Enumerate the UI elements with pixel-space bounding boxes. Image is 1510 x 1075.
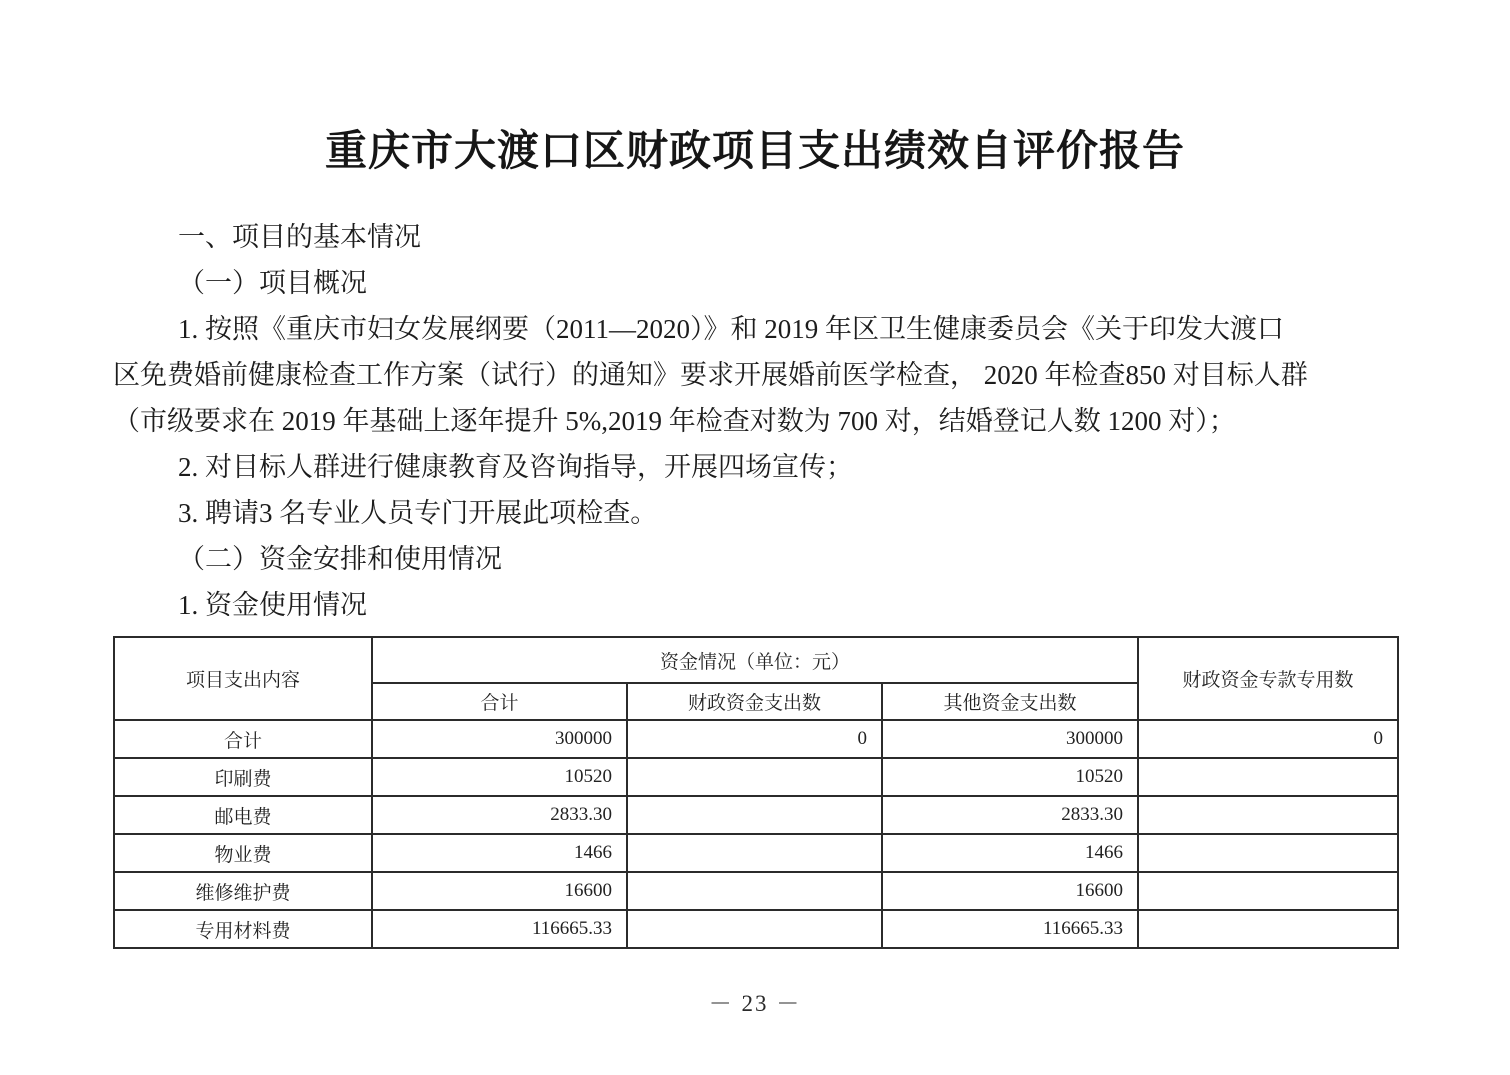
cell-item: 合计 xyxy=(114,720,372,758)
cell-item: 物业费 xyxy=(114,834,372,872)
th-special-fund: 财政资金专款专用数 xyxy=(1138,637,1398,720)
cell-fiscal: 0 xyxy=(627,720,882,758)
cell-total: 300000 xyxy=(372,720,627,758)
cell-other: 1466 xyxy=(882,834,1138,872)
cell-other: 2833.30 xyxy=(882,796,1138,834)
th-subtotal: 合计 xyxy=(372,683,627,720)
document-title: 重庆市大渡口区财政项目支出绩效自评价报告 xyxy=(324,129,1185,175)
page-number: － 23 － xyxy=(708,991,802,1016)
paragraph-2: 2. 对目标人群进行健康教育及咨询指导，开展四场宣传； xyxy=(178,452,853,482)
cell-other: 300000 xyxy=(882,720,1138,758)
th-item-content: 项目支出内容 xyxy=(114,637,372,720)
cell-special xyxy=(1138,834,1398,872)
paragraph-1-line-3: （市级要求在 2019 年基础上逐年提升 5%,2019 年检查对数为 700 对，结婚登记人数 1200 对）； xyxy=(113,406,1236,436)
cell-total: 116665.33 xyxy=(372,910,627,948)
document-body xyxy=(113,214,1397,628)
cell-fiscal xyxy=(627,872,882,910)
cell-other: 10520 xyxy=(882,758,1138,796)
section-heading-overview: （一）项目概况 xyxy=(178,268,367,298)
fund-usage-table xyxy=(113,636,1399,949)
section-heading-basic-info: 一、项目的基本情况 xyxy=(178,222,421,252)
th-other-expenditure: 其他资金支出数 xyxy=(882,683,1138,720)
section-heading-fund-usage: 1. 资金使用情况 xyxy=(178,590,367,620)
cell-special xyxy=(1138,796,1398,834)
table-row xyxy=(114,796,1398,834)
cell-total: 2833.30 xyxy=(372,796,627,834)
table-row xyxy=(114,834,1398,872)
cell-item: 专用材料费 xyxy=(114,910,372,948)
table-row xyxy=(114,720,1398,758)
cell-other: 16600 xyxy=(882,872,1138,910)
cell-item: 邮电费 xyxy=(114,796,372,834)
table-row xyxy=(114,872,1398,910)
table-row xyxy=(114,758,1398,796)
cell-total: 1466 xyxy=(372,834,627,872)
cell-other: 116665.33 xyxy=(882,910,1138,948)
cell-item: 印刷费 xyxy=(114,758,372,796)
cell-item: 维修维护费 xyxy=(114,872,372,910)
cell-special xyxy=(1138,910,1398,948)
cell-fiscal xyxy=(627,910,882,948)
cell-special: 0 xyxy=(1138,720,1398,758)
cell-fiscal xyxy=(627,796,882,834)
th-fiscal-expenditure: 财政资金支出数 xyxy=(627,683,882,720)
cell-special xyxy=(1138,872,1398,910)
paragraph-1-line-1: 1. 按照《重庆市妇女发展纲要（2011—2020）》和 2019 年区卫生健康委员会《关于印发大渡口 xyxy=(178,314,1284,344)
paragraph-3: 3. 聘请3 名专业人员专门开展此项检查。 xyxy=(178,498,658,528)
cell-total: 16600 xyxy=(372,872,627,910)
cell-fiscal xyxy=(627,834,882,872)
section-heading-funding: （二）资金安排和使用情况 xyxy=(178,544,502,574)
th-fund-info-group: 资金情况（单位：元） xyxy=(372,637,1138,683)
paragraph-1-line-2: 区免费婚前健康检查工作方案（试行）的通知》要求开展婚前医学检查， 2020 年检查850 对目标人群 xyxy=(113,360,1308,390)
cell-special xyxy=(1138,758,1398,796)
cell-total: 10520 xyxy=(372,758,627,796)
cell-fiscal xyxy=(627,758,882,796)
table-row xyxy=(114,910,1398,948)
